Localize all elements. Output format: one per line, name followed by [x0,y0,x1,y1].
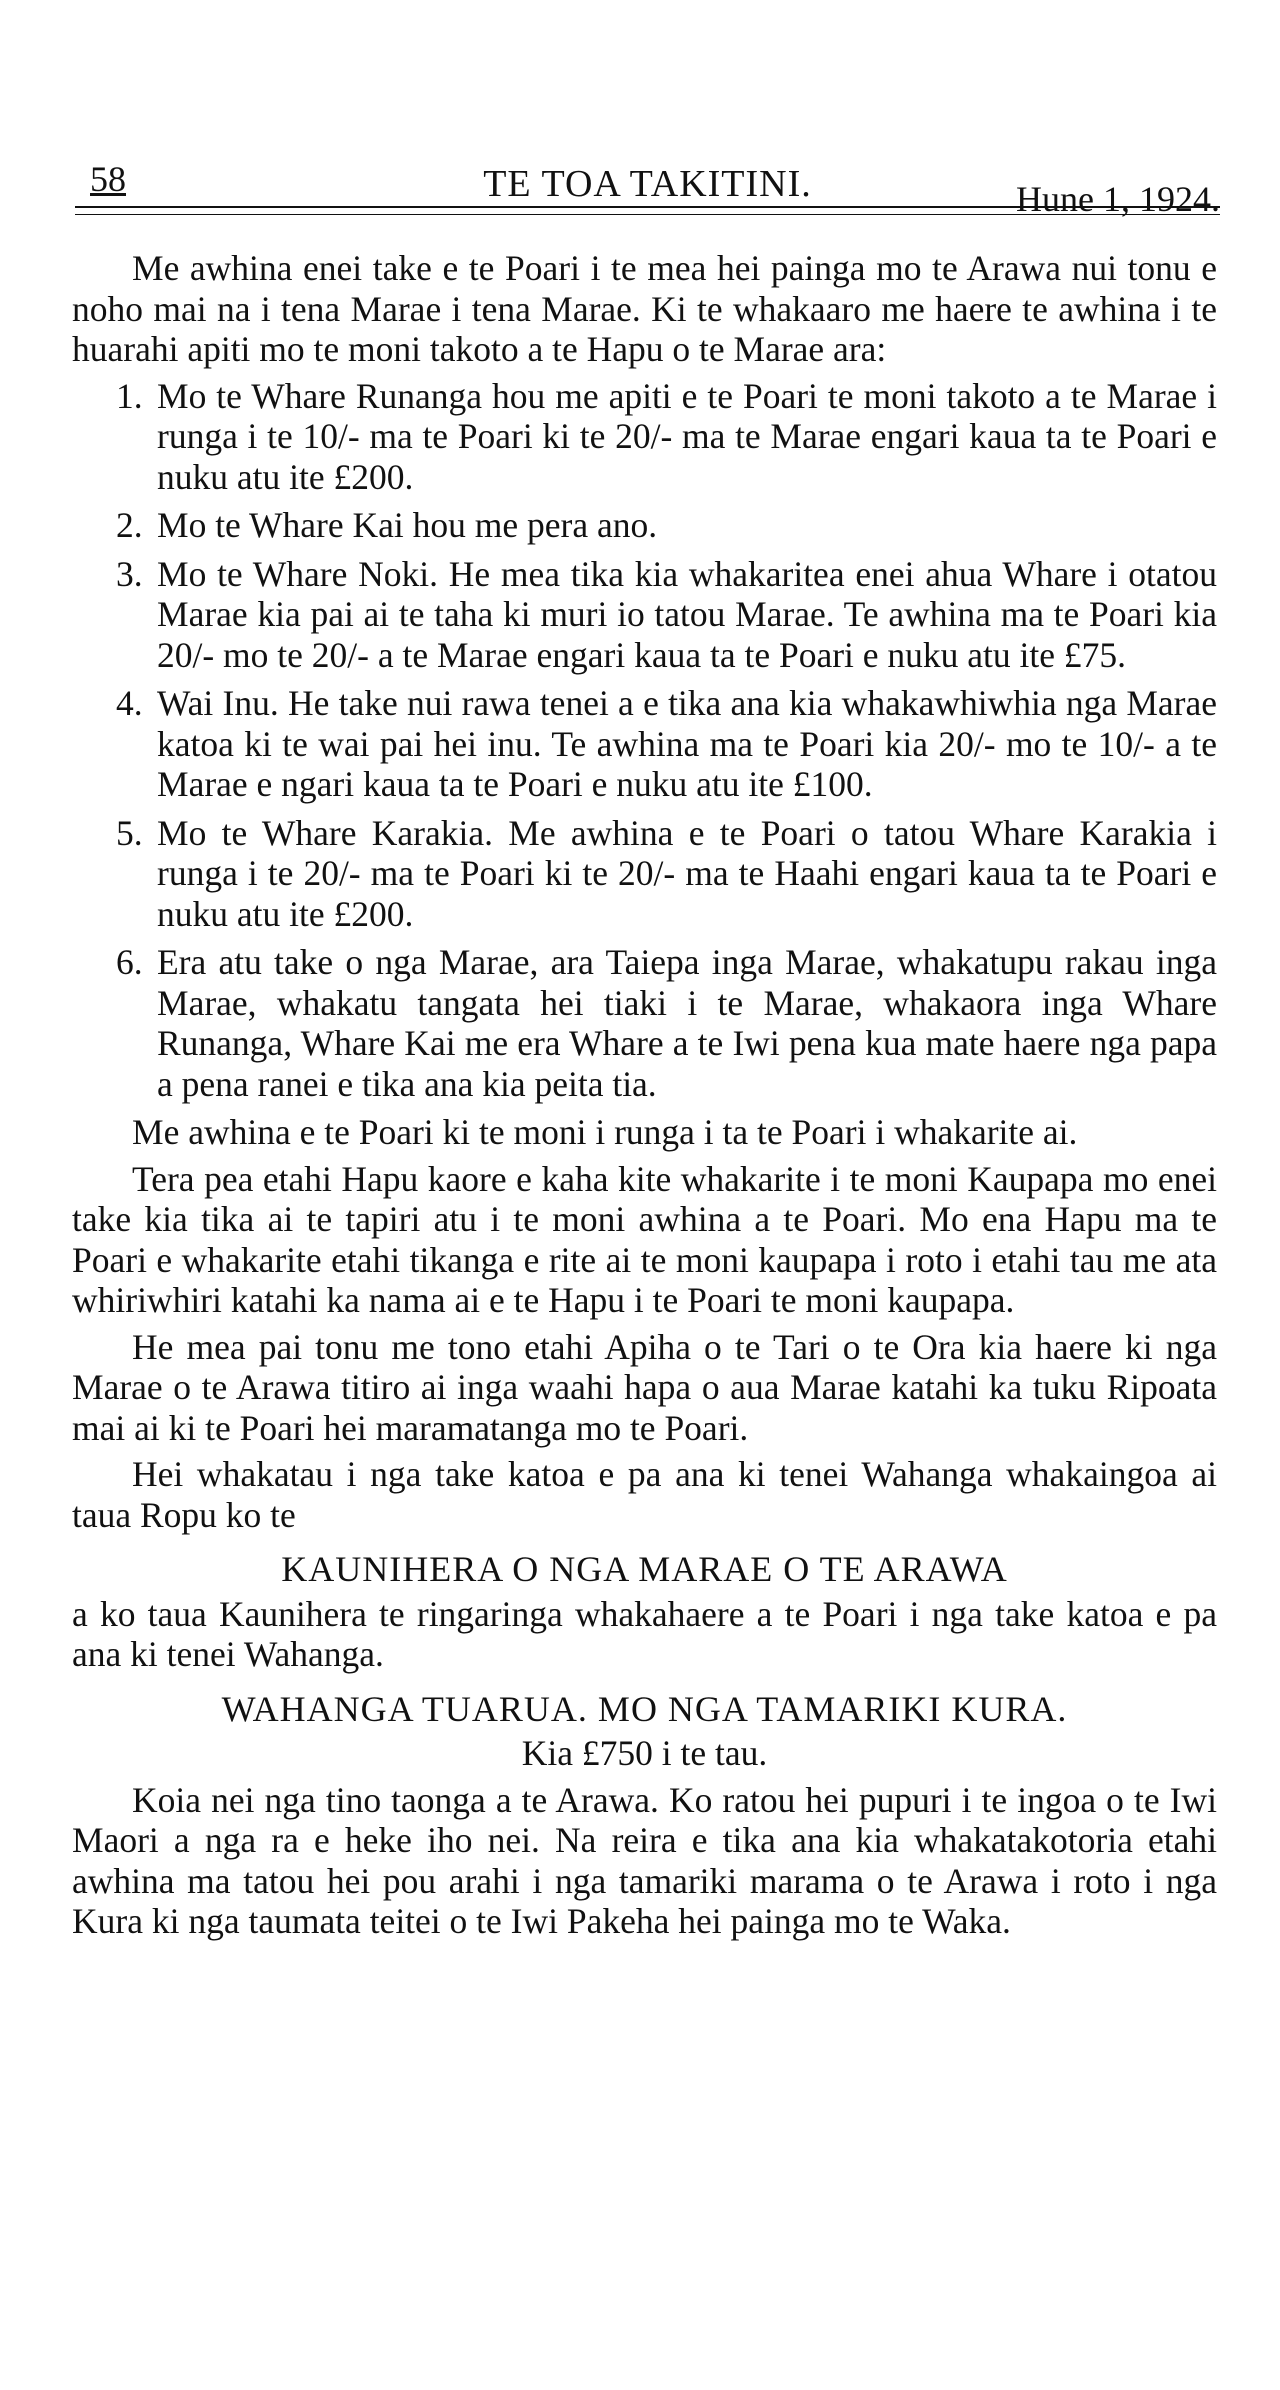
list-item-number: 2. [116,505,143,545]
list-item [72,376,1217,498]
list-item-text: Wai Inu. He take nui rawa tenei a e tika ana kia whakawhiwhia nga Marae katoa ki te wai pai hei inu. Te awhina ma te Poari kia 20/- mo te 10/- a te Marae e ngari kaua ta te Poari e nuku atu ite £100. [157,683,1217,804]
list-item [72,683,1217,805]
article-body [72,248,1217,1948]
paragraph: Me awhina e te Poari ki te moni i runga i ta te Poari i whakarite ai. [132,1112,1078,1152]
list-item-text: Mo te Whare Karakia. Me awhina e te Poari o tatou Whare Karakia i runga i te 20/- ma te Poari ki te 20/- ma te Haahi engari kaua ta te Poari e nuku atu ite £200. [157,812,1217,934]
paragraph: He mea pai tonu me tono etahi Apiha o te Tari o te Ora kia haere ki nga Marae o te Arawa titiro ai inga waahi hapa o aua Marae katahi ka tuku Ripoata mai ai ki te Poari hei maramatanga mo te Poari. [72,1326,1217,1448]
list-item [72,505,1217,546]
list-item-text: Era atu take o nga Marae, ara Taiepa inga Marae, whakatupu rakau inga Marae, whakatu tangata hei tiaki i te Marae, whakaora inga Whare Runanga, Whare Kai me era Whare a te Iwi pena kua mate haere nga papa a pena ranei e tika ana kia peita tia. [157,942,1217,1104]
list-item [72,942,1217,1104]
intro-paragraph: Me awhina enei take e te Poari i te mea hei painga mo te Arawa nui tonu e noho mai na i tena Marae i tena Marae. Ki te whakaaro me haere te awhina i te huarahi apiti mo te moni takoto a te Hapu o te Marae ara: [72,248,1217,369]
list-item-number: 4. [116,683,143,723]
paragraph-after-heading: a ko taua Kaunihera te ringaringa whakahaere a te Poari i nga take katoa e pa ana ki tenei Wahanga. [72,1593,1217,1674]
page-header [75,148,1220,219]
header-rule [75,206,1220,208]
list-item-number: 6. [116,942,143,982]
final-paragraph: Koia nei nga tino taonga a te Arawa. Ko ratou hei pupuri i te ingoa o te Iwi Maori a nga ra e heke iho nei. Na reira e tika ana kia whakatakotoria etahi awhina ma tatou hei pou arahi i nga tamariki marama o te Arawa i roto i nga Kura ki nga taumata teitei o te Iwi Pakeha hei painga mo te Waka. [72,1779,1217,1941]
section-heading-kaunihera: KAUNIHERA O NGA MARAE O TE ARAWA [281,1549,1008,1589]
section-subheading: Kia £750 i te tau. [521,1733,768,1773]
list-item [72,813,1217,935]
running-title: TE TOA TAKITINI. [483,163,812,205]
paragraph: Hei whakatau i nga take katoa e pa ana ki tenei Wahanga whakaingoa ai taua Ropu ko te [72,1454,1217,1535]
list-item-number: 5. [116,812,143,853]
list-item-text: Mo te Whare Noki. He mea tika kia whakaritea enei ahua Whare i otatou Marae kia pai ai te taha ki muri io tatou Marae. Te awhina ma te Poari kia 20/- mo te 20/- a te Marae engari kaua ta te Poari e nuku atu ite £75. [157,553,1217,675]
header-rule-thin [75,214,1220,215]
section-heading-wahanga-tuarua: WAHANGA TUARUA. MO NGA TAMARIKI KURA. [221,1688,1068,1729]
list-item-number: 1. [116,375,143,416]
issue-date: Hune 1, 1924. [1016,179,1220,219]
list-item [72,554,1217,676]
numbered-list [72,376,1217,1105]
list-item-text: Mo te Whare Kai hou me pera ano. [157,505,658,545]
page-number: 58 [90,159,126,199]
paragraph: Tera pea etahi Hapu kaore e kaha kite whakarite i te moni Kaupapa mo enei take kia tika ai te tapiri atu i te moni awhina a te Poari. Mo ena Hapu ma te Poari e whakarite etahi tikanga e rite ai te moni kaupapa i roto i etahi tau me ata whiriwhiri katahi ka nama ai e te Hapu i te Poari te moni kaupapa. [72,1158,1217,1320]
list-item-text: Mo te Whare Runanga hou me apiti e te Poari te moni takoto a te Marae i runga i te 10/- ma te Poari ki te 20/- ma te Marae engari kaua ta te Poari e nuku atu ite £200. [157,375,1217,497]
list-item-number: 3. [116,553,143,594]
